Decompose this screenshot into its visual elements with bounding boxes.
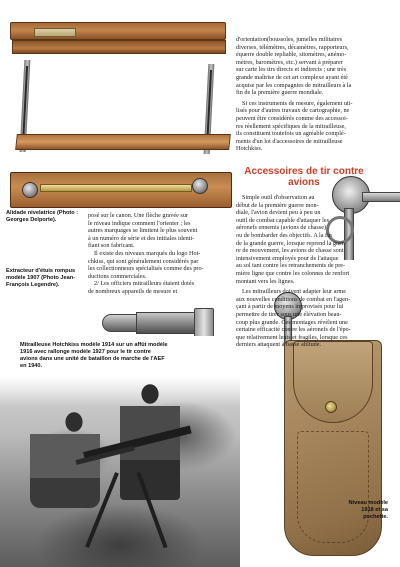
text-line: 2/ Les officiers mitrailleurs étaient dotés (94, 280, 195, 288)
text-line: posé sur le canon. Une flèche gravée sur (88, 212, 188, 219)
text-line: équerre double repliable, sitomètres, anémo- (236, 51, 347, 59)
text-line: outil de combat capable d'attaquer les (236, 216, 330, 224)
caption-alidade: Alidade nivelatrice (Photo : Georges Delporte). (6, 210, 79, 223)
pouch-photo (284, 340, 382, 556)
text-line: le niveau indique comment l'orienter ; les (88, 219, 191, 227)
alidade-brass-level (40, 184, 192, 192)
text-line: res réellement spécifiques de la mitrailleuse, (236, 122, 346, 130)
text-line: peuvent être considérés comme des accessoi- (236, 114, 348, 122)
text-line: diale, l'avion devient peu à peu un (236, 209, 321, 217)
text-line: de la grande guerre, lorsque reprend la guer- (236, 239, 346, 247)
text-line: Si ces instruments de mesure, également uti- (242, 99, 353, 107)
caption-extractor: Extracteur d'étuis rompus modèle 1907 (Photo Jean-François Legendre). (6, 268, 76, 288)
heading-line: avions (288, 177, 320, 188)
extractor-photo (102, 308, 214, 336)
text-line: derniers attaquent à basse altitude. (236, 341, 322, 349)
text-line: autres marquages se limitent le plus souvent (88, 227, 198, 235)
text-line: intensivement employés pour de l'attaque (236, 254, 339, 262)
text-line: Hotchkiss. (236, 145, 263, 153)
text-line: ou de bombarder des objectifs. A la fin (236, 231, 332, 239)
text-line: Les mitrailleurs doivent adapter leur arme (242, 288, 346, 296)
text-line: mière ligne que contre les colonnes de renfort (236, 269, 350, 277)
right-column-bottom-text (236, 194, 384, 349)
text-line: lisés pour d'autres travaux de cartographie, ne (236, 107, 350, 115)
text-line: ils constituent toutefois un agréable complé- (236, 130, 346, 138)
text-line: Simple outil d'observation au (242, 194, 315, 201)
text-line: diverses, télémètres, décamètres, rapporteurs, (236, 43, 349, 51)
right-column-top-text (236, 36, 386, 153)
text-line: que relativement lents et fragiles, lorsque ces (236, 333, 348, 341)
alidade-knob-left (22, 182, 38, 198)
text-line: aux nouvelles conditions de combat en l'agen- (236, 295, 351, 303)
text-line: de nombreux appareils de mesure et (88, 287, 178, 295)
text-line: sur carte les tirs directs et indirects ; une très (236, 66, 347, 74)
text-line: aéronefs ennemis (avions de chasse) (236, 224, 327, 232)
left-column-text (88, 212, 230, 296)
text-line: coup plus grande. Ces montages révèlent une (236, 318, 348, 326)
text-line: permettre de tirer sous une élévation beau- (236, 310, 342, 318)
text-line: acquise par les compagnies de mitrailleurs à la (236, 81, 352, 89)
text-line: d'orientation(boussoles, jumelles militaires (236, 36, 343, 43)
text-line: début de la première guerre mon- (236, 201, 319, 209)
text-line: montant vers les lignes. (236, 277, 295, 285)
text-line: les collectionneurs spécialisés comme des pro- (88, 265, 204, 273)
heading-line: Accessoires de tir contre (244, 166, 364, 177)
alidade-maker-plate (34, 28, 76, 37)
alidade-middle-rule (15, 134, 231, 150)
text-line: chkiss, qui sont généralement considérés par (88, 257, 199, 265)
alidade-knob-right (192, 178, 208, 194)
text-line: au sol tant contre les retranchements de pre- (236, 262, 346, 270)
text-line: re de mouvement, les avions de chasse sont (236, 247, 344, 255)
caption-machine-gun: Mitrailleuse Hotchkiss modèle 1914 sur un affût modèle 1916 avec rallonge modèle 1927 pour le tir contre avions dans une unité de bataillon de marche de l'AEF en 1940. (20, 342, 168, 369)
text-line: mètres, baromètres, etc.) servant à préparer (236, 58, 343, 66)
caption-niveau: Niveau modèle 1918 et sa pochette. (348, 500, 388, 520)
text-line: ductions commerciales. (88, 272, 147, 280)
text-line: ments d'un lot d'accessoires de mitrailleuse (236, 137, 343, 145)
alidade-top-rule-edge (12, 40, 226, 54)
text-line: certaine efficacité contre les aéronefs de l'épo- (236, 326, 351, 334)
section-heading (236, 166, 372, 188)
text-line: fiant son fabricant. (88, 242, 135, 250)
text-line: à un numéro de série et des initiales identi- (88, 234, 195, 242)
text-line: fin de la première guerre mondiale. (236, 89, 324, 97)
text-line: çant à partir de moyens improvisés pour lui (236, 303, 344, 311)
text-line: grande maîtrise de cet art complexe ayant été (236, 73, 348, 81)
text-line: Il existe des niveaux marqués du logo Hot- (94, 249, 201, 257)
